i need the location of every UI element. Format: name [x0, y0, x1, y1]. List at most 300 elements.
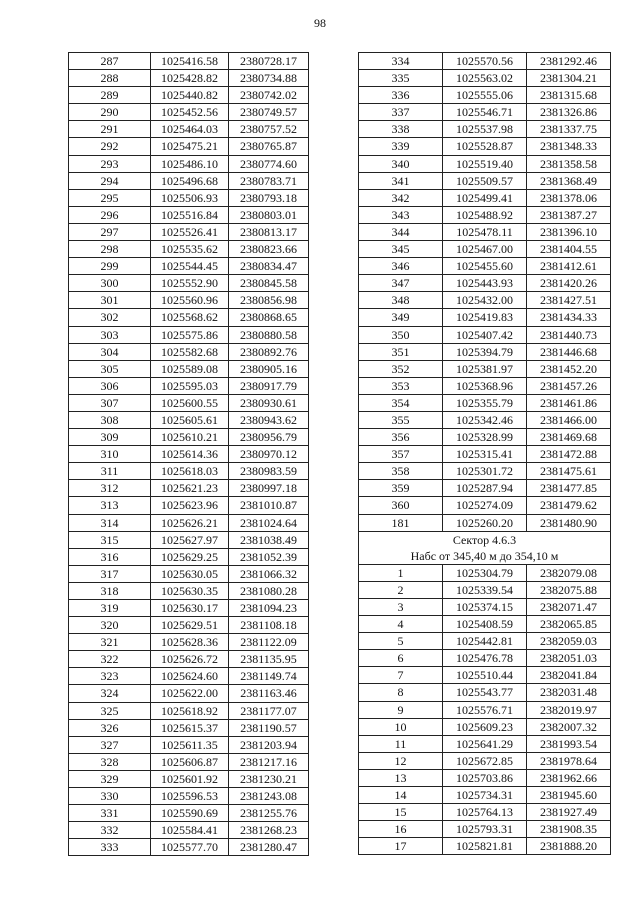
table-row	[359, 241, 611, 258]
table-row	[69, 702, 309, 719]
point-number: 318	[69, 582, 151, 599]
x-coordinate: 1025455.60	[443, 258, 527, 275]
point-number: 341	[359, 172, 443, 189]
x-coordinate: 1025486.10	[151, 155, 229, 172]
x-coordinate: 1025621.23	[151, 480, 229, 497]
y-coordinate: 2381396.10	[527, 223, 611, 240]
x-coordinate: 1025544.45	[151, 258, 229, 275]
table-row	[359, 701, 611, 718]
x-coordinate: 1025452.56	[151, 104, 229, 121]
point-number: 294	[69, 172, 151, 189]
table-row	[359, 206, 611, 223]
y-coordinate: 2381135.95	[229, 651, 309, 668]
point-number: 335	[359, 70, 443, 87]
point-number: 290	[69, 104, 151, 121]
table-row	[69, 343, 309, 360]
table-row	[69, 53, 309, 70]
point-number: 291	[69, 121, 151, 138]
table-row	[69, 651, 309, 668]
point-number: 287	[69, 53, 151, 70]
table-row	[69, 309, 309, 326]
point-number: 319	[69, 600, 151, 617]
point-number: 344	[359, 223, 443, 240]
point-number: 11	[359, 735, 443, 752]
table-row	[69, 736, 309, 753]
y-coordinate: 2381472.88	[527, 446, 611, 463]
x-coordinate: 1025610.21	[151, 429, 229, 446]
y-coordinate: 2380997.18	[229, 480, 309, 497]
table-row	[359, 735, 611, 752]
y-coordinate: 2382051.03	[527, 650, 611, 667]
table-row	[359, 804, 611, 821]
y-coordinate: 2381268.23	[229, 822, 309, 839]
y-coordinate: 2382019.97	[527, 701, 611, 718]
point-number: 1	[359, 564, 443, 581]
point-number: 334	[359, 53, 443, 70]
point-number: 323	[69, 668, 151, 685]
table-row	[359, 633, 611, 650]
table-row	[69, 565, 309, 582]
point-number: 324	[69, 685, 151, 702]
point-number: 12	[359, 752, 443, 769]
table-row	[359, 53, 611, 70]
y-coordinate: 2381255.76	[229, 805, 309, 822]
table-row	[69, 258, 309, 275]
table-row	[359, 292, 611, 309]
y-coordinate: 2381993.54	[527, 735, 611, 752]
x-coordinate: 1025589.08	[151, 360, 229, 377]
table-row	[69, 206, 309, 223]
point-number: 301	[69, 292, 151, 309]
point-number: 293	[69, 155, 151, 172]
table-row	[69, 292, 309, 309]
x-coordinate: 1025464.03	[151, 121, 229, 138]
table-row	[359, 104, 611, 121]
y-coordinate: 2381962.66	[527, 769, 611, 786]
point-number: 332	[69, 822, 151, 839]
y-coordinate: 2380943.62	[229, 411, 309, 428]
y-coordinate: 2382071.47	[527, 599, 611, 616]
point-number: 313	[69, 497, 151, 514]
table-row	[69, 582, 309, 599]
table-row	[359, 223, 611, 240]
x-coordinate: 1025560.96	[151, 292, 229, 309]
y-coordinate: 2380823.66	[229, 241, 309, 258]
point-number: 300	[69, 275, 151, 292]
x-coordinate: 1025584.41	[151, 822, 229, 839]
table-row	[69, 480, 309, 497]
x-coordinate: 1025627.97	[151, 531, 229, 548]
sector-subtitle: Набс от 345,40 м до 354,10 м	[359, 548, 611, 565]
x-coordinate: 1025496.68	[151, 172, 229, 189]
x-coordinate: 1025555.06	[443, 87, 527, 104]
x-coordinate: 1025734.31	[443, 787, 527, 804]
table-row	[69, 326, 309, 343]
table-row	[359, 138, 611, 155]
table-row	[69, 87, 309, 104]
y-coordinate: 2380856.98	[229, 292, 309, 309]
x-coordinate: 1025535.62	[151, 241, 229, 258]
point-number: 311	[69, 463, 151, 480]
y-coordinate: 2380803.01	[229, 206, 309, 223]
table-row	[359, 463, 611, 480]
x-coordinate: 1025576.71	[443, 701, 527, 718]
x-coordinate: 1025764.13	[443, 804, 527, 821]
y-coordinate: 2380930.61	[229, 394, 309, 411]
point-number: 326	[69, 719, 151, 736]
y-coordinate: 2381475.61	[527, 463, 611, 480]
table-row	[69, 753, 309, 770]
y-coordinate: 2381461.86	[527, 394, 611, 411]
sector-title: Сектор 4.6.3	[359, 531, 611, 548]
y-coordinate: 2381412.61	[527, 258, 611, 275]
point-number: 345	[359, 241, 443, 258]
point-number: 315	[69, 531, 151, 548]
x-coordinate: 1025601.92	[151, 770, 229, 787]
point-number: 305	[69, 360, 151, 377]
table-row	[69, 275, 309, 292]
table-row	[69, 223, 309, 240]
point-number: 317	[69, 565, 151, 582]
x-coordinate: 1025526.41	[151, 223, 229, 240]
point-number: 360	[359, 497, 443, 514]
table-row	[359, 394, 611, 411]
x-coordinate: 1025543.77	[443, 684, 527, 701]
x-coordinate: 1025630.35	[151, 582, 229, 599]
y-coordinate: 2381108.18	[229, 617, 309, 634]
coordinates-table-left	[68, 52, 309, 856]
y-coordinate: 2381177.07	[229, 702, 309, 719]
x-coordinate: 1025606.87	[151, 753, 229, 770]
table-row	[359, 309, 611, 326]
point-number: 349	[359, 309, 443, 326]
y-coordinate: 2381280.47	[229, 839, 309, 856]
table-row	[359, 480, 611, 497]
y-coordinate: 2381122.09	[229, 634, 309, 651]
point-number: 346	[359, 258, 443, 275]
table-row	[69, 155, 309, 172]
table-row	[359, 326, 611, 343]
table-row	[359, 497, 611, 514]
point-number: 308	[69, 411, 151, 428]
y-coordinate: 2381945.60	[527, 787, 611, 804]
x-coordinate: 1025626.72	[151, 651, 229, 668]
table-row	[69, 685, 309, 702]
table-row	[69, 189, 309, 206]
y-coordinate: 2382007.32	[527, 718, 611, 735]
x-coordinate: 1025287.94	[443, 480, 527, 497]
table-row	[359, 787, 611, 804]
x-coordinate: 1025821.81	[443, 838, 527, 855]
table-row	[359, 684, 611, 701]
x-coordinate: 1025618.03	[151, 463, 229, 480]
table-row	[69, 70, 309, 87]
point-number: 312	[69, 480, 151, 497]
x-coordinate: 1025582.68	[151, 343, 229, 360]
x-coordinate: 1025315.41	[443, 446, 527, 463]
x-coordinate: 1025274.09	[443, 497, 527, 514]
y-coordinate: 2381066.32	[229, 565, 309, 582]
table-row	[359, 70, 611, 87]
x-coordinate: 1025509.57	[443, 172, 527, 189]
point-number: 325	[69, 702, 151, 719]
x-coordinate: 1025615.37	[151, 719, 229, 736]
x-coordinate: 1025510.44	[443, 667, 527, 684]
y-coordinate: 2381479.62	[527, 497, 611, 514]
point-number: 309	[69, 429, 151, 446]
x-coordinate: 1025626.21	[151, 514, 229, 531]
table-row	[69, 377, 309, 394]
x-coordinate: 1025575.86	[151, 326, 229, 343]
y-coordinate: 2381024.64	[229, 514, 309, 531]
point-number: 357	[359, 446, 443, 463]
table-row	[359, 616, 611, 633]
table-row	[359, 411, 611, 428]
point-number: 355	[359, 411, 443, 428]
x-coordinate: 1025260.20	[443, 514, 527, 531]
point-number: 316	[69, 548, 151, 565]
table-row	[69, 770, 309, 787]
y-coordinate: 2380742.02	[229, 87, 309, 104]
y-coordinate: 2381326.86	[527, 104, 611, 121]
point-number: 353	[359, 377, 443, 394]
x-coordinate: 1025339.54	[443, 581, 527, 598]
table-row	[359, 514, 611, 531]
point-number: 336	[359, 87, 443, 104]
point-number: 331	[69, 805, 151, 822]
table-row	[69, 241, 309, 258]
x-coordinate: 1025605.61	[151, 411, 229, 428]
x-coordinate: 1025394.79	[443, 343, 527, 360]
y-coordinate: 2380774.60	[229, 155, 309, 172]
y-coordinate: 2381052.39	[229, 548, 309, 565]
point-number: 16	[359, 821, 443, 838]
y-coordinate: 2380905.16	[229, 360, 309, 377]
x-coordinate: 1025304.79	[443, 564, 527, 581]
y-coordinate: 2381378.06	[527, 189, 611, 206]
y-coordinate: 2381190.57	[229, 719, 309, 736]
point-number: 320	[69, 617, 151, 634]
point-number: 296	[69, 206, 151, 223]
y-coordinate: 2380813.17	[229, 223, 309, 240]
y-coordinate: 2380728.17	[229, 53, 309, 70]
y-coordinate: 2381315.68	[527, 87, 611, 104]
y-coordinate: 2380834.47	[229, 258, 309, 275]
x-coordinate: 1025428.82	[151, 70, 229, 87]
x-coordinate: 1025407.42	[443, 326, 527, 343]
x-coordinate: 1025416.58	[151, 53, 229, 70]
x-coordinate: 1025440.82	[151, 87, 229, 104]
table-row	[69, 600, 309, 617]
table-row	[359, 189, 611, 206]
y-coordinate: 2381978.64	[527, 752, 611, 769]
y-coordinate: 2381010.87	[229, 497, 309, 514]
y-coordinate: 2381466.00	[527, 411, 611, 428]
y-coordinate: 2380880.58	[229, 326, 309, 343]
x-coordinate: 1025374.15	[443, 599, 527, 616]
table-row	[359, 429, 611, 446]
point-number: 358	[359, 463, 443, 480]
x-coordinate: 1025467.00	[443, 241, 527, 258]
y-coordinate: 2381477.85	[527, 480, 611, 497]
y-coordinate: 2380734.88	[229, 70, 309, 87]
x-coordinate: 1025703.86	[443, 769, 527, 786]
y-coordinate: 2380749.57	[229, 104, 309, 121]
x-coordinate: 1025614.36	[151, 446, 229, 463]
table-row	[69, 839, 309, 856]
table-row	[359, 446, 611, 463]
y-coordinate: 2381368.49	[527, 172, 611, 189]
table-row	[359, 121, 611, 138]
y-coordinate: 2380765.87	[229, 138, 309, 155]
x-coordinate: 1025301.72	[443, 463, 527, 480]
coordinates-table-right	[358, 52, 611, 855]
point-number: 2	[359, 581, 443, 598]
table-row	[69, 497, 309, 514]
x-coordinate: 1025611.35	[151, 736, 229, 753]
y-coordinate: 2381420.26	[527, 275, 611, 292]
table-row	[69, 411, 309, 428]
x-coordinate: 1025672.85	[443, 752, 527, 769]
y-coordinate: 2380983.59	[229, 463, 309, 480]
table-row	[69, 446, 309, 463]
table-row	[359, 667, 611, 684]
y-coordinate: 2381243.08	[229, 788, 309, 805]
table-row	[69, 429, 309, 446]
table-row	[69, 719, 309, 736]
point-number: 295	[69, 189, 151, 206]
x-coordinate: 1025528.87	[443, 138, 527, 155]
point-number: 328	[69, 753, 151, 770]
table-row	[359, 360, 611, 377]
point-number: 327	[69, 736, 151, 753]
point-number: 297	[69, 223, 151, 240]
point-number: 337	[359, 104, 443, 121]
x-coordinate: 1025546.71	[443, 104, 527, 121]
y-coordinate: 2380783.71	[229, 172, 309, 189]
table-row	[69, 634, 309, 651]
y-coordinate: 2381480.90	[527, 514, 611, 531]
x-coordinate: 1025609.23	[443, 718, 527, 735]
x-coordinate: 1025355.79	[443, 394, 527, 411]
page-number: 98	[314, 16, 326, 30]
point-number: 314	[69, 514, 151, 531]
y-coordinate: 2382059.03	[527, 633, 611, 650]
y-coordinate: 2381292.46	[527, 53, 611, 70]
y-coordinate: 2381387.27	[527, 206, 611, 223]
point-number: 329	[69, 770, 151, 787]
point-number: 4	[359, 616, 443, 633]
y-coordinate: 2380868.65	[229, 309, 309, 326]
x-coordinate: 1025630.17	[151, 600, 229, 617]
x-coordinate: 1025595.03	[151, 377, 229, 394]
table-row	[69, 531, 309, 548]
y-coordinate: 2381452.20	[527, 360, 611, 377]
table-row	[69, 822, 309, 839]
x-coordinate: 1025432.00	[443, 292, 527, 309]
x-coordinate: 1025488.92	[443, 206, 527, 223]
point-number: 298	[69, 241, 151, 258]
y-coordinate: 2381434.33	[527, 309, 611, 326]
x-coordinate: 1025628.36	[151, 634, 229, 651]
y-coordinate: 2380917.79	[229, 377, 309, 394]
table-row	[359, 343, 611, 360]
y-coordinate: 2381149.74	[229, 668, 309, 685]
table-row	[359, 377, 611, 394]
x-coordinate: 1025499.41	[443, 189, 527, 206]
y-coordinate: 2382041.84	[527, 667, 611, 684]
x-coordinate: 1025630.05	[151, 565, 229, 582]
table-row	[69, 463, 309, 480]
x-coordinate: 1025443.93	[443, 275, 527, 292]
x-coordinate: 1025506.93	[151, 189, 229, 206]
y-coordinate: 2381457.26	[527, 377, 611, 394]
point-number: 14	[359, 787, 443, 804]
point-number: 322	[69, 651, 151, 668]
point-number: 17	[359, 838, 443, 855]
point-number: 359	[359, 480, 443, 497]
x-coordinate: 1025381.97	[443, 360, 527, 377]
x-coordinate: 1025368.96	[443, 377, 527, 394]
y-coordinate: 2382031.48	[527, 684, 611, 701]
table-row	[359, 718, 611, 735]
x-coordinate: 1025590.69	[151, 805, 229, 822]
point-number: 342	[359, 189, 443, 206]
sector-header-row	[359, 531, 611, 548]
y-coordinate: 2381440.73	[527, 326, 611, 343]
x-coordinate: 1025537.98	[443, 121, 527, 138]
x-coordinate: 1025442.81	[443, 633, 527, 650]
x-coordinate: 1025570.56	[443, 53, 527, 70]
y-coordinate: 2382075.88	[527, 581, 611, 598]
point-number: 299	[69, 258, 151, 275]
point-number: 338	[359, 121, 443, 138]
y-coordinate: 2381203.94	[229, 736, 309, 753]
table-row	[69, 360, 309, 377]
x-coordinate: 1025618.92	[151, 702, 229, 719]
point-number: 321	[69, 634, 151, 651]
y-coordinate: 2381337.75	[527, 121, 611, 138]
x-coordinate: 1025328.99	[443, 429, 527, 446]
table-row	[359, 87, 611, 104]
point-number: 8	[359, 684, 443, 701]
point-number: 3	[359, 599, 443, 616]
x-coordinate: 1025342.46	[443, 411, 527, 428]
table-row	[359, 275, 611, 292]
y-coordinate: 2382065.85	[527, 616, 611, 633]
table-row	[359, 838, 611, 855]
table-row	[359, 564, 611, 581]
x-coordinate: 1025624.60	[151, 668, 229, 685]
x-coordinate: 1025629.51	[151, 617, 229, 634]
y-coordinate: 2380970.12	[229, 446, 309, 463]
y-coordinate: 2380956.79	[229, 429, 309, 446]
table-row	[359, 769, 611, 786]
point-number: 348	[359, 292, 443, 309]
table-row	[69, 138, 309, 155]
x-coordinate: 1025475.21	[151, 138, 229, 155]
x-coordinate: 1025568.62	[151, 309, 229, 326]
table-row	[359, 752, 611, 769]
table-row	[359, 650, 611, 667]
table-row	[359, 599, 611, 616]
table-row	[69, 514, 309, 531]
point-number: 304	[69, 343, 151, 360]
point-number: 15	[359, 804, 443, 821]
y-coordinate: 2381427.51	[527, 292, 611, 309]
point-number: 347	[359, 275, 443, 292]
table-row	[359, 258, 611, 275]
